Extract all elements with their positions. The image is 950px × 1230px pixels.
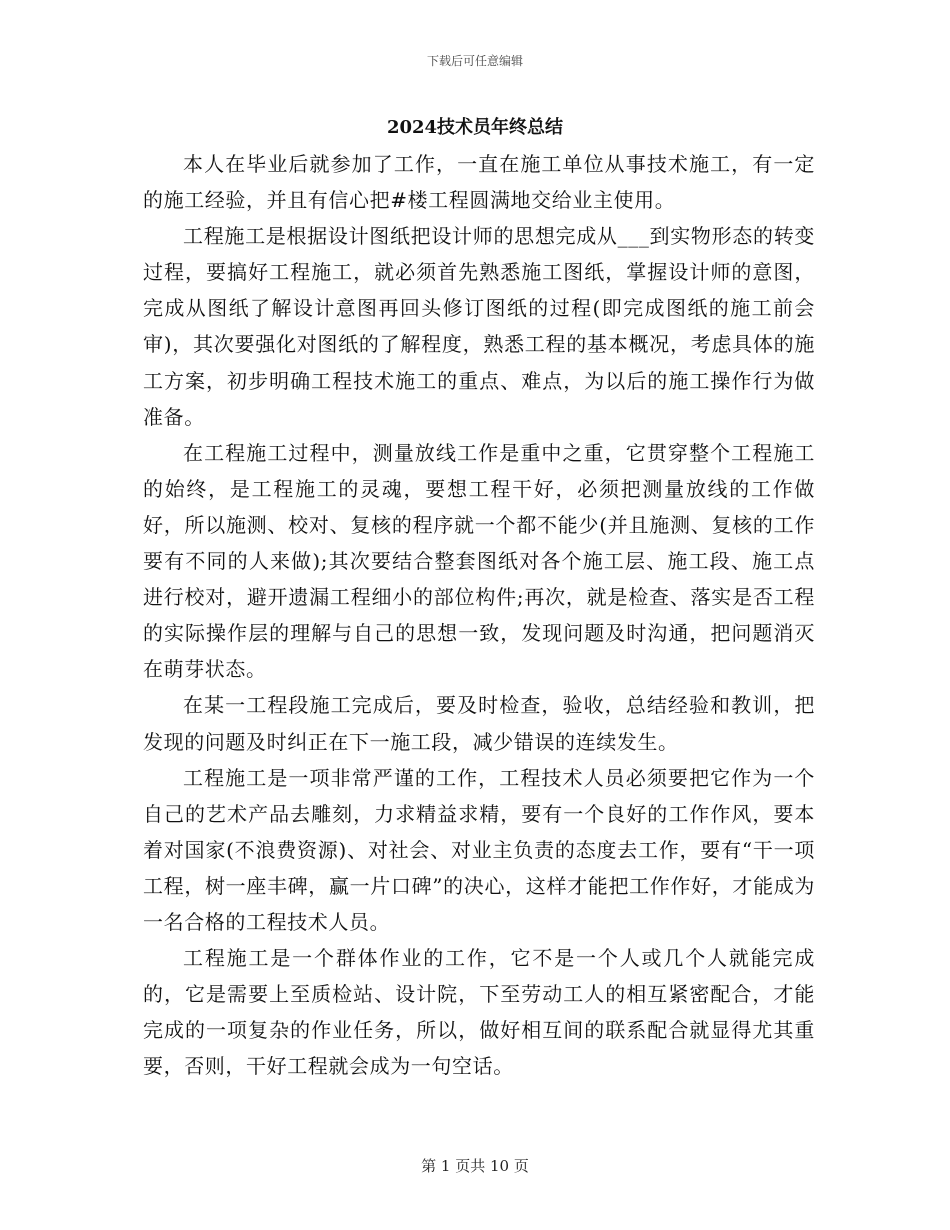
- document-title: 2024技术员年终总结: [386, 117, 564, 138]
- document-body: [143, 146, 815, 1084]
- paragraph-5: 工程施工是一项非常严谨的工作，工程技术人员必须要把它作为一个自己的艺术产品去雕刻，力求精益求精，要有一个良好的工作作风，要本着对国家(不浪费资源)、对社会、对业主负责的态度去工作，要有“干一项工程，树一座丰碑，赢一片口碑”的决心，这样才能把工作作好，才能成为一名合格的工程技术人员。: [143, 765, 815, 934]
- paragraph-4: 在某一工程段施工完成后，要及时检查，验收，总结经验和教训，把发现的问题及时纠正在下一施工段，减少错误的连续发生。: [143, 693, 815, 754]
- paragraph-1: 本人在毕业后就参加了工作，一直在施工单位从事技术施工，有一定的施工经验，并且有信心把#楼工程圆满地交给业主使用。: [143, 152, 815, 213]
- paragraph-3: 在工程施工过程中，测量放线工作是重中之重，它贯穿整个工程施工的始终，是工程施工的灵魂，要想工程干好，必须把测量放线的工作做好，所以施测、校对、复核的程序就一个都不能少(并且施测、复核的工作要有不同的人来做);其次要结合整套图纸对各个施工层、施工段、施工点进行校对，避开遗漏工程细小的部位构件;再次，就是检查、落实是否工程的实际操作层的理解与自己的思想一致，发现问题及时沟通，把问题消灭在萌芽状态。: [143, 440, 815, 682]
- paragraph-6: 工程施工是一个群体作业的工作，它不是一个人或几个人就能完成的，它是需要上至质检站、设计院，下至劳动工人的相互紧密配合，才能完成的一项复杂的作业任务，所以，做好相互间的联系配合就显得尤其重要，否则，干好工程就会成为一句空话。: [143, 946, 815, 1079]
- paragraph-2: 工程施工是根据设计图纸把设计师的思想完成从___到实物形态的转变过程，要搞好工程施工，就必须首先熟悉施工图纸，掌握设计师的意图，完成从图纸了解设计意图再回头修订图纸的过程(即完成图纸的施工前会审)，其次要强化对图纸的了解程度，熟悉工程的基本概况，考虑具体的施工方案，初步明确工程技术施工的重点、难点，为以后的施工操作行为做准备。: [143, 224, 815, 429]
- page-number: 第 1 页共 10 页: [421, 1157, 529, 1175]
- page-header: 下载后可任意编辑: [426, 54, 523, 68]
